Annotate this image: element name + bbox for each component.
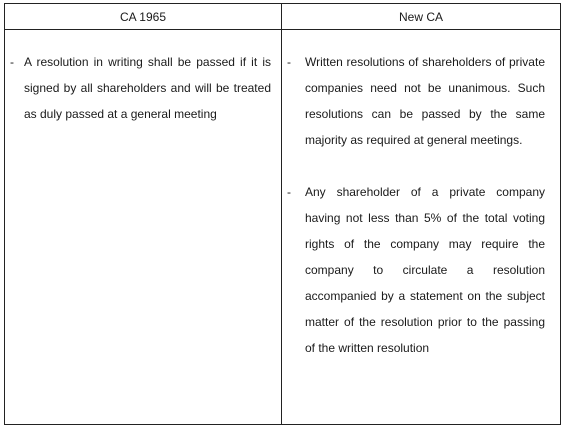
new-ca-shareholder-circulation-text: Any shareholder of a private company having not less than 5% of the total voting rights of the company may require the company to circulate a resolution accompanied by a statement on the subject matter of the resolution prior to the passing of the written resolution	[305, 185, 545, 355]
new-ca-written-resolutions-text: Written resolutions of shareholders of private companies need not be unanimous. Such resolutions can be passed by the same majority as required at general meetings.	[305, 55, 545, 147]
comparison-table	[4, 3, 561, 425]
header-ca-1965: CA 1965	[5, 4, 282, 30]
new-ca-cell	[282, 30, 561, 425]
table-row	[5, 30, 561, 425]
ca-1965-cell	[5, 30, 282, 425]
header-new-ca: New CA	[282, 4, 561, 30]
bullet-dash: -	[287, 55, 291, 69]
list-item	[5, 49, 281, 127]
bullet-dash: -	[287, 185, 291, 199]
list-item	[282, 179, 560, 361]
list-item	[282, 49, 560, 153]
ca-1965-resolution-text: A resolution in writing shall be passed if it is signed by all shareholders and will be treated as duly passed at a general meeting	[24, 55, 271, 121]
bullet-dash: -	[10, 55, 14, 69]
table-header-row	[5, 4, 561, 30]
